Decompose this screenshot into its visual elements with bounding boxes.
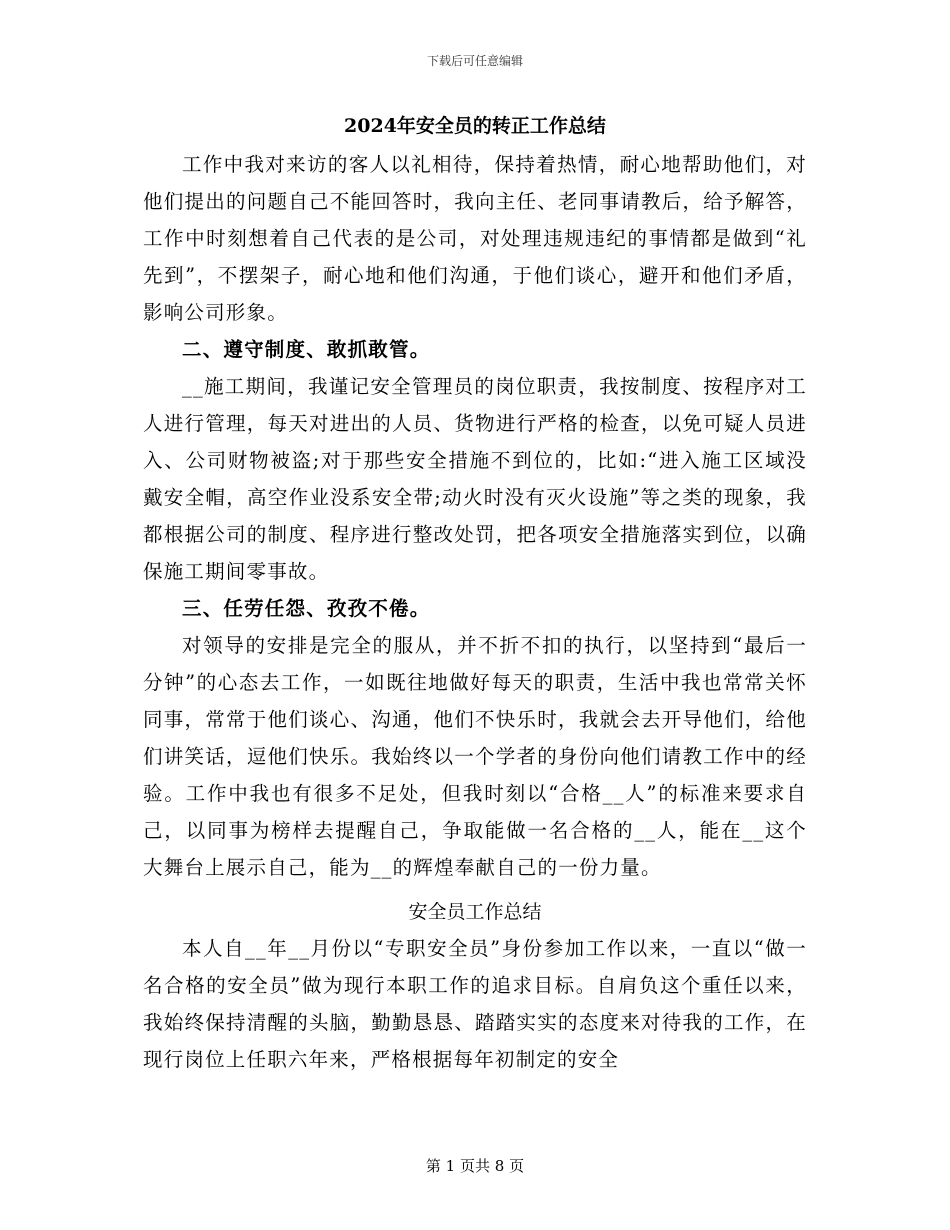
section-heading-3: 三、任劳任怨、孜孜不倦。 bbox=[182, 597, 431, 620]
paragraph-3: 对领导的安排是完全的服从，并不折不扣的执行，以坚持到“最后一分钟”的心态去工作，一如既往地做好每天的职责，生活中我也常常关怀同事，常常于他们谈心、沟通，他们不快乐时，我就会去开导他们，给他们讲笑话，逗他们快乐。我始终以一个学者的身份向他们请教工作中的经验。工作中我也有很多不足处，但我时刻以“合格__人”的标准来要求自己，以同事为榜样去提醒自己，争取能做一名合格的__人，能在__这个大舞台上展示自己，能为__的辉煌奉献自己的一份力量。 bbox=[143, 634, 807, 879]
paragraph-1: 工作中我对来访的客人以礼相待，保持着热情，耐心地帮助他们，对他们提出的问题自己不能回答时，我向主任、老同事请教后，给予解答，工作中时刻想着自己代表的是公司，对处理违规违纪的事情都是做到“礼先到”，不摆架子，耐心地和他们沟通，于他们谈心，避开和他们矛盾，影响公司形象。 bbox=[143, 153, 807, 324]
page-footer: 第 1 页共 8 页 bbox=[425, 1157, 525, 1175]
second-title: 安全员工作总结 bbox=[408, 901, 542, 923]
page-header: 下载后可任意编辑 bbox=[426, 54, 523, 68]
document-body bbox=[143, 108, 807, 1078]
paragraph-2: __施工期间，我谨记安全管理员的岗位职责，我按制度、按程序对工人进行管理，每天对进出的人员、货物进行严格的检查，以免可疑人员进入、公司财物被盗;对于那些安全措施不到位的，比如:“进入施工区域没戴安全帽，高空作业没系安全带;动火时没有灭火设施”等之类的现象，我都根据公司的制度、程序进行整改处罚，把各项安全措施落实到位，以确保施工期间零事故。 bbox=[143, 375, 807, 583]
document-title: 2024年安全员的转正工作总结 bbox=[344, 115, 606, 137]
section-heading-2: 二、遵守制度、敢抓敢管。 bbox=[182, 338, 431, 361]
paragraph-4: 本人自__年__月份以“专职安全员”身份参加工作以来，一直以“做一名合格的安全员”做为现行本职工作的追求目标。自肩负这个重任以来，我始终保持清醒的头脑，勤勤恳恳、踏踏实实的态度来对待我的工作，在现行岗位上任职六年来，严格根据每年初制定的安全 bbox=[143, 937, 807, 1071]
